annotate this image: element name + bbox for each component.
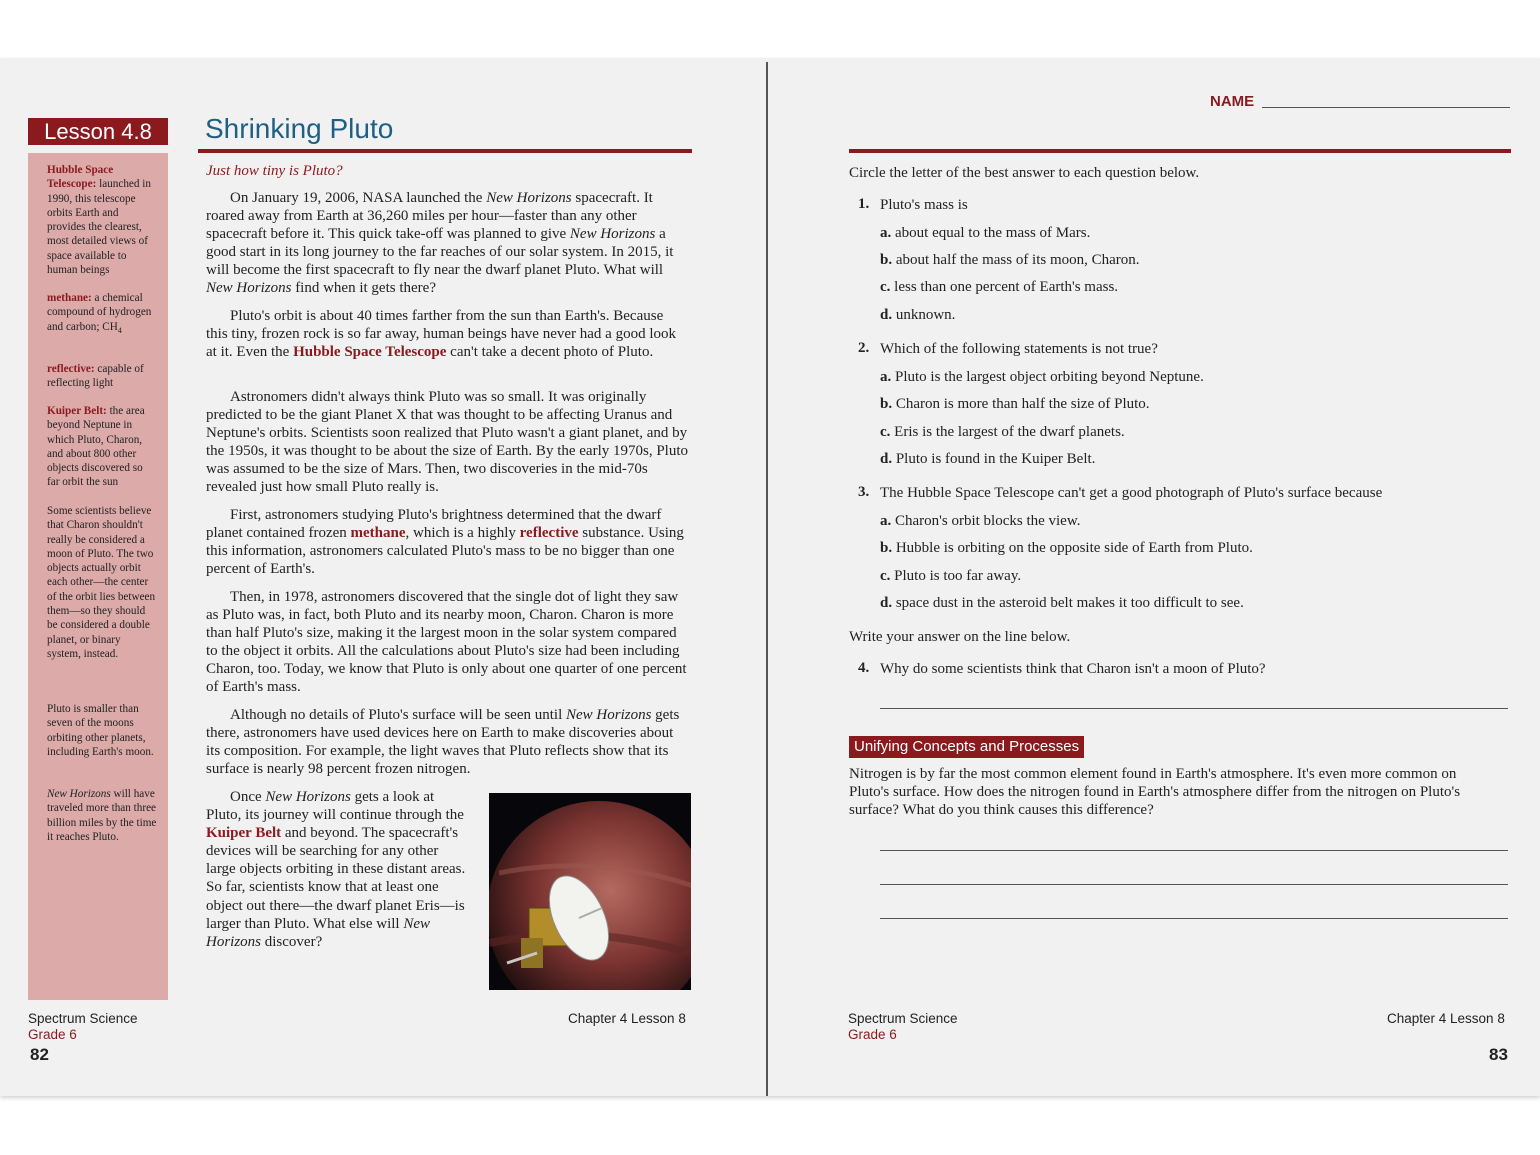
question-4-text: Why do some scientists think that Charon isn't a moon of Pluto? [880,661,1266,677]
question-4-answer-line[interactable] [880,708,1508,709]
footer-chapter-right: Chapter 4 Lesson 8 [1387,1011,1505,1026]
keyword-hubble[interactable]: Hubble Space Telescope [293,344,447,361]
question-1-option-c[interactable]: c. less than one percent of Earth's mass. [880,279,1119,295]
sidebar-note-distance: New Horizons will have traveled more than three billion miles by the time it reaches Pluto. [47,788,157,843]
keyword-methane[interactable]: methane [350,525,406,542]
spacecraft-illustration [489,793,691,990]
question-2-text: Which of the following statements is not true? [880,341,1158,357]
glossary-entry-hubble: Hubble Space Telescope: launched in 1990, this telescope orbits Earth and provides the clearest, most detailed views of space available to human beings [47,164,151,277]
instructions-write: Write your answer on the line below. [849,629,1071,645]
footer-series-left: Spectrum Science [28,1011,138,1026]
ucp-answer-line-2[interactable] [880,884,1508,885]
question-2-option-a[interactable]: a. Pluto is the largest object orbiting beyond Neptune. [880,369,1204,385]
question-2-option-c[interactable]: c. Eris is the largest of the dwarf planets. [880,424,1125,440]
question-3-option-c[interactable]: c. Pluto is too far away. [880,568,1022,584]
keyword-reflective[interactable]: reflective [519,525,579,542]
footer-grade-left: Grade 6 [28,1027,77,1042]
ucp-answer-line-1[interactable] [880,850,1508,851]
question-3-option-d[interactable]: d. space dust in the asteroid belt makes it too difficult to see. [880,595,1244,611]
page-number-right: 83 [1489,1045,1508,1064]
question-2-option-b[interactable]: b. Charon is more than half the size of Pluto. [880,396,1150,412]
question-3-option-a[interactable]: a. Charon's orbit blocks the view. [880,513,1081,529]
question-1-text: Pluto's mass is [880,197,968,213]
question-4-number: 4. [858,660,870,676]
spacecraft-pluto-image [489,793,691,990]
question-3-text: The Hubble Space Telescope can't get a good photograph of Pluto's surface because [880,485,1383,501]
footer-chapter-left: Chapter 4 Lesson 8 [568,1011,686,1026]
page-number-left: 82 [30,1045,49,1064]
question-1-number: 1. [858,196,870,212]
subheading: Just how tiny is Pluto? [206,163,343,179]
ucp-text: Nitrogen is by far the most common element found in Earth's atmosphere. It's even more common on Pluto's surface. How does the nitrogen found in Earth's atmosphere differ from the nitrogen on Pluto's surface? What do you think causes this difference? [849,766,1461,818]
sidebar-note-moons: Pluto is smaller than seven of the moons orbiting other planets, including Earth's moon. [47,703,154,758]
page-gutter [766,62,768,1096]
question-2-option-d[interactable]: d. Pluto is found in the Kuiper Belt. [880,451,1096,467]
header-rule [849,149,1511,153]
question-2-number: 2. [858,340,870,356]
footer-series-right: Spectrum Science [848,1011,958,1026]
paragraph-7: Once New Horizons gets a look at Pluto, its journey will continue through the Kuiper Belt and beyond. The spacecraft's devices will be searching for any other large objects orbiting in these distant areas. So far, scientists know that at least one object out there—the dwarf planet Eris—is larger than Pluto. What else will New Horizons discover? [206,789,466,950]
paragraph-1: On January 19, 2006, NASA launched the New Horizons spacecraft. It roared away from Earth at 36,260 miles per hour—faster than any other spacecraft before it. This quick take-off was planned to give New Horizons a good start in its long journey to the far reaches of our solar system. In 2015, it will become the first spacecraft to fly near the dwarf planet Pluto. What will New Horizons find when it gets there? [206,190,674,297]
glossary-entry-methane: methane: a chemical compound of hydrogen and carbon; $CH_4$ [47,292,152,335]
question-1-option-a[interactable]: a. about equal to the mass of Mars. [880,225,1091,241]
keyword-kuiper[interactable]: Kuiper Belt [206,825,282,842]
name-label: NAME [1210,93,1255,110]
title-rule [198,149,692,153]
paragraph-5: Then, in 1978, astronomers discovered that the single dot of light they saw as Pluto was, in fact, both Pluto and its nearby moon, Charon. Charon is more than half Pluto's size, making it the largest moon in the solar system compared to the object it orbits. All the calculations about Pluto's size had been including Charon, too. Today, we know that Pluto is only about one quarter of one percent of Earth's mass. [206,589,687,696]
question-1-option-d[interactable]: d. unknown. [880,307,956,323]
instructions-circle: Circle the letter of the best answer to each question below. [849,165,1200,181]
question-3-option-b[interactable]: b. Hubble is orbiting on the opposite side of Earth from Pluto. [880,540,1253,556]
ucp-heading: Unifying Concepts and Processes [849,736,1084,758]
page-title: Shrinking Pluto [205,113,394,144]
name-input-line[interactable] [1262,107,1510,108]
glossary-entry-kuiper: Kuiper Belt: the area beyond Neptune in which Pluto, Charon, and about 800 other objects discovered so far orbit the sun [47,405,145,489]
paragraph-4: First, astronomers studying Pluto's brightness determined that the dwarf planet contained frozen methane, which is a highly reflective substance. Using this information, astronomers calculated Pluto's mass to be no bigger than one percent of Earth's. [206,507,684,578]
paragraph-2: Pluto's orbit is about 40 times farther from the sun than Earth's. Because this tiny, frozen rock is so far away, human beings have never had a good look at it. Even the Hubble Space Telescope can't take a decent photo of Pluto. [206,308,677,361]
sidebar-note-charon: Some scientists believe that Charon shouldn't really be considered a moon of Pluto. The two objects actually orbit each other—the center of the orbit lies between them—so they should be considered a double planet, or binary system, instead. [47,505,156,660]
footer-grade-right: Grade 6 [848,1027,897,1042]
paragraph-3: Astronomers didn't always think Pluto was so small. It was originally predicted to be the giant Planet X that was thought to be affecting Uranus and Neptune's orbits. Scientists soon realized that Pluto wasn't a giant planet, and by the 1950s, it was thought to be about the size of Earth. By the early 1970s, Pluto was assumed to be the size of Mars. Then, two discoveries in the mid-70s revealed just how small Pluto really is. [206,389,689,496]
question-3-number: 3. [858,484,870,500]
question-1-option-b[interactable]: b. about half the mass of its moon, Charon. [880,252,1140,268]
lesson-label: Lesson 4.8 [28,118,168,145]
glossary-entry-reflective: reflective: capable of reflecting light [47,363,144,390]
ucp-answer-line-3[interactable] [880,918,1508,919]
paragraph-6: Although no details of Pluto's surface will be seen until New Horizons gets there, astronomers have used devices here on Earth to make discoveries about its composition. For example, the light waves that Pluto reflects show that its surface is nearly 98 percent frozen nitrogen. [206,707,680,778]
